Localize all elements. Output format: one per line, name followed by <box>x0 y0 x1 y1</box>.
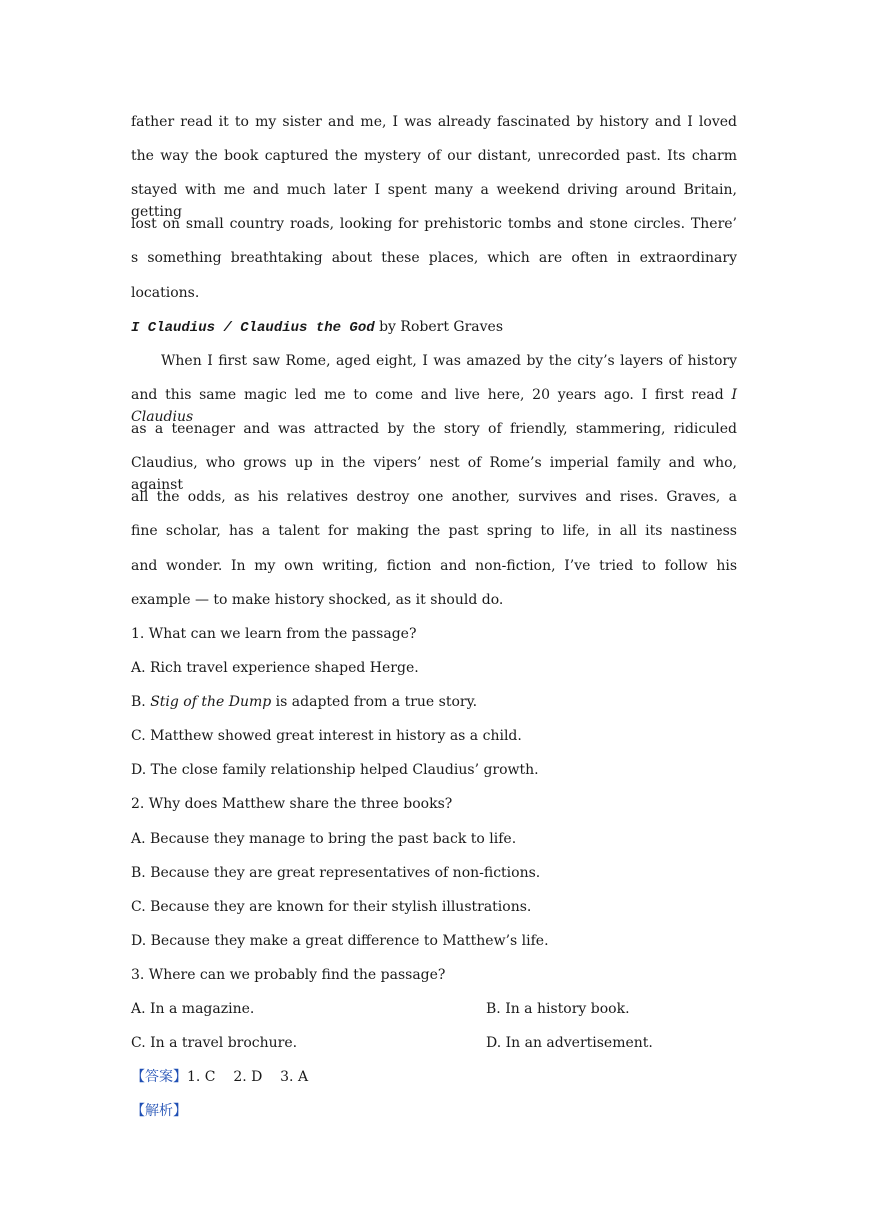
passage-line <box>131 384 737 425</box>
passage-text: and this same magic led me to come and live here, 20 years ago. I first read <box>131 387 732 403</box>
passage-line: Claudius, who grows up in the vipers’ nest of Rome’s imperial family and who, against <box>131 455 737 493</box>
q1-option-d: D. The close family relationship helped Claudius’ growth. <box>131 762 539 778</box>
passage-line: stayed with me and much later I spent many a weekend driving around Britain, getting <box>131 182 737 220</box>
question-3: 3. Where can we probably find the passage? <box>131 967 446 983</box>
book-title: I Claudius / Claudius the God <box>131 320 375 336</box>
option-text: is adapted from a true story. <box>271 694 478 710</box>
analysis-line <box>131 1100 737 1122</box>
passage-line: father read it to my sister and me, I was already fascinated by history and I loved <box>131 114 737 130</box>
q3-option-b: B. In a history book. <box>486 1001 630 1017</box>
passage-line: as a teenager and was attracted by the story of friendly, stammering, ridiculed <box>131 421 737 437</box>
book-title-inline: Stig of the Dump <box>150 694 272 710</box>
passage-line: example — to make history shocked, as it should do. <box>131 592 504 608</box>
passage-line: s something breathtaking about these places, which are often in extraordinary <box>131 250 737 266</box>
question-2: 2. Why does Matthew share the three books? <box>131 796 453 812</box>
q2-option-b: B. Because they are great representatives of non-fictions. <box>131 865 541 881</box>
passage-line: all the odds, as his relatives destroy one another, survives and rises. Graves, a <box>131 489 737 505</box>
book-byline: by Robert Graves <box>379 319 504 335</box>
answer-text: 1. C 2. D 3. A <box>187 1069 309 1085</box>
q1-option-a: A. Rich travel experience shaped Herge. <box>131 660 419 676</box>
option-prefix: B. <box>131 694 151 710</box>
passage-line: fine scholar, has a talent for making the past spring to life, in all its nastiness <box>131 523 737 539</box>
answer-line <box>131 1066 737 1088</box>
answer-label: 【答案】 <box>131 1069 187 1085</box>
passage-line: the way the book captured the mystery of our distant, unrecorded past. Its charm <box>131 148 737 164</box>
q1-option-c: C. Matthew showed great interest in history as a child. <box>131 728 522 744</box>
q3-option-a: A. In a magazine. <box>131 1001 255 1017</box>
q3-option-d: D. In an advertisement. <box>486 1035 653 1051</box>
passage-line: and wonder. In my own writing, fiction and non-fiction, I’ve tried to follow his <box>131 558 737 574</box>
question-1: 1. What can we learn from the passage? <box>131 626 417 642</box>
passage-line: When I first saw Rome, aged eight, I was amazed by the city’s layers of history <box>161 353 737 369</box>
q2-option-a: A. Because they manage to bring the past back to life. <box>131 831 517 847</box>
q2-option-d: D. Because they make a great difference to Matthew’s life. <box>131 933 549 949</box>
q1-option-b <box>131 691 737 713</box>
passage-line: locations. <box>131 285 200 301</box>
q3-option-c: C. In a travel brochure. <box>131 1035 298 1051</box>
q2-option-c: C. Because they are known for their stylish illustrations. <box>131 899 532 915</box>
book-title-inline: I Claudius <box>131 387 737 425</box>
book-heading <box>131 316 737 338</box>
analysis-label: 【解析】 <box>131 1103 187 1119</box>
passage-line: lost on small country roads, looking for prehistoric tombs and stone circles. There’ <box>131 216 737 232</box>
